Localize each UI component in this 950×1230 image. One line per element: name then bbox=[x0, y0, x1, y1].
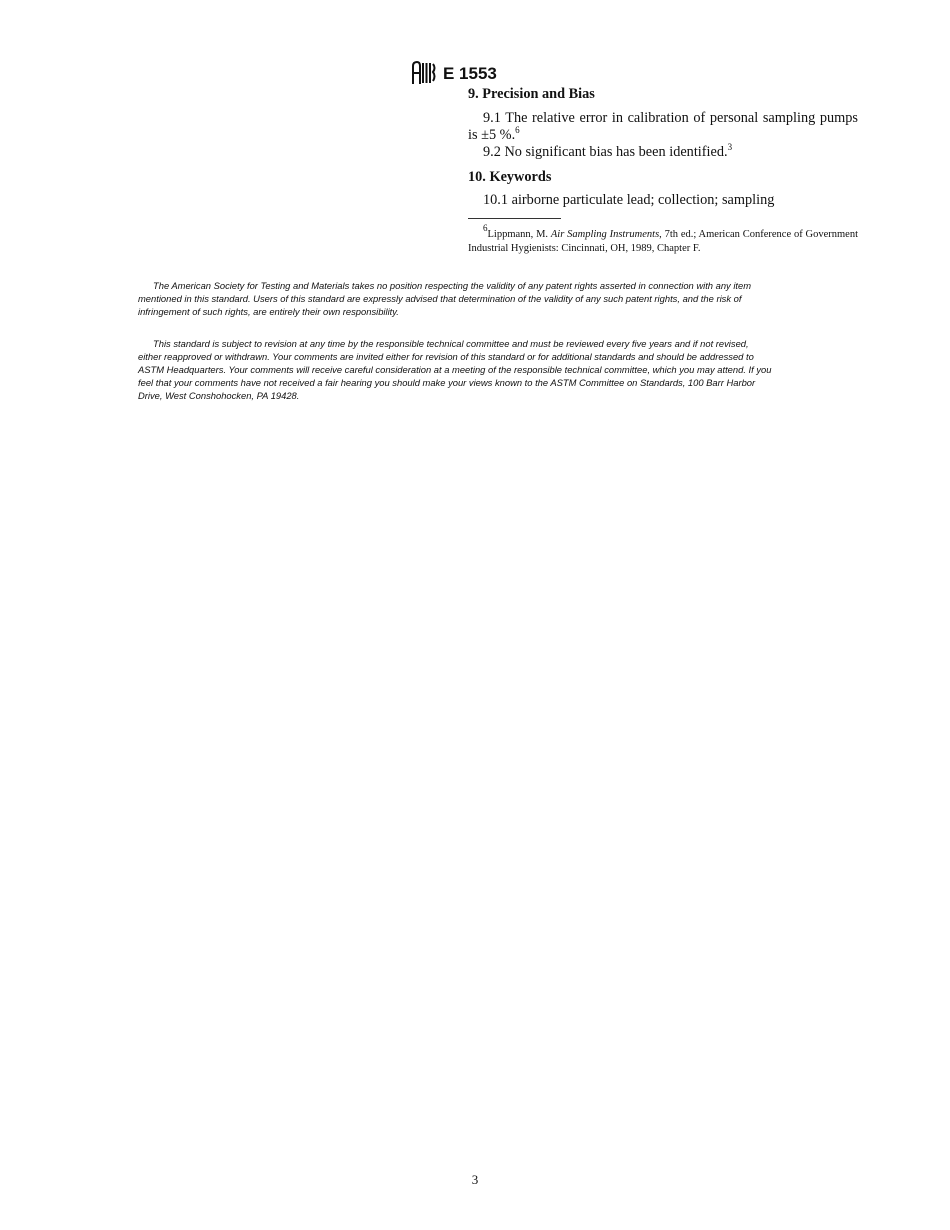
paragraph-text: 9.2 No significant bias has been identified. bbox=[483, 144, 728, 160]
paragraph-9-2 bbox=[468, 144, 858, 161]
footnote-reference[interactable]: 3 bbox=[727, 142, 733, 152]
section-heading: 10. Keywords bbox=[468, 169, 552, 185]
revision-notice: This standard is subject to revision at any time by the responsible technical committee and must be reviewed every five years and if not revised, either reapproved or withdrawn. Your comments are invited either for revision of this standard or for additional standards and should be addressed to ASTM Headquarters. Your comments will receive careful consideration at a meeting of the responsible technical committee, which you may attend. If you feel that your comments have not received a fair hearing you should make your views known to the ASTM Committee on Standards, 100 Barr Harbor Drive, West Conshohocken, PA 19428. bbox=[138, 338, 772, 401]
footnote-area bbox=[468, 218, 858, 256]
paragraph-text: 9.1 The relative error in calibration of personal sampling pumps is ±5 %. bbox=[468, 110, 858, 143]
section-keywords bbox=[468, 169, 858, 209]
page-header bbox=[411, 60, 497, 86]
page-number: 3 bbox=[471, 1172, 479, 1187]
standard-designation: E 1553 bbox=[443, 64, 497, 83]
footnote-title: Air Sampling Instruments bbox=[550, 229, 660, 240]
patent-notice: The American Society for Testing and Materials takes no position respecting the validity of any patent rights asserted in connection with any item mentioned in this standard. Users of this standard are expressly advised that determination of the validity of any such patent rights, and the risk of infringement of such rights, are entirely their own responsibility. bbox=[138, 280, 752, 317]
astm-logo-icon bbox=[411, 60, 437, 86]
footnote-rest: , 7th ed.; American Conference of Government Industrial Hygienists: Cincinnati, OH, 1989, Chapter F. bbox=[468, 229, 858, 254]
footnote-reference[interactable]: 6 bbox=[515, 125, 520, 135]
section-precision-and-bias bbox=[468, 86, 858, 161]
section-heading: 9. Precision and Bias bbox=[468, 86, 595, 102]
footnote-6 bbox=[468, 223, 858, 256]
paragraph-9-1 bbox=[468, 110, 858, 144]
footnote-author: Lippmann, M. bbox=[487, 229, 551, 240]
footnote-rule bbox=[468, 218, 561, 219]
footnote-marker: 6 bbox=[483, 223, 488, 233]
paragraph-10-1: 10.1 airborne particulate lead; collection; sampling bbox=[483, 192, 775, 208]
